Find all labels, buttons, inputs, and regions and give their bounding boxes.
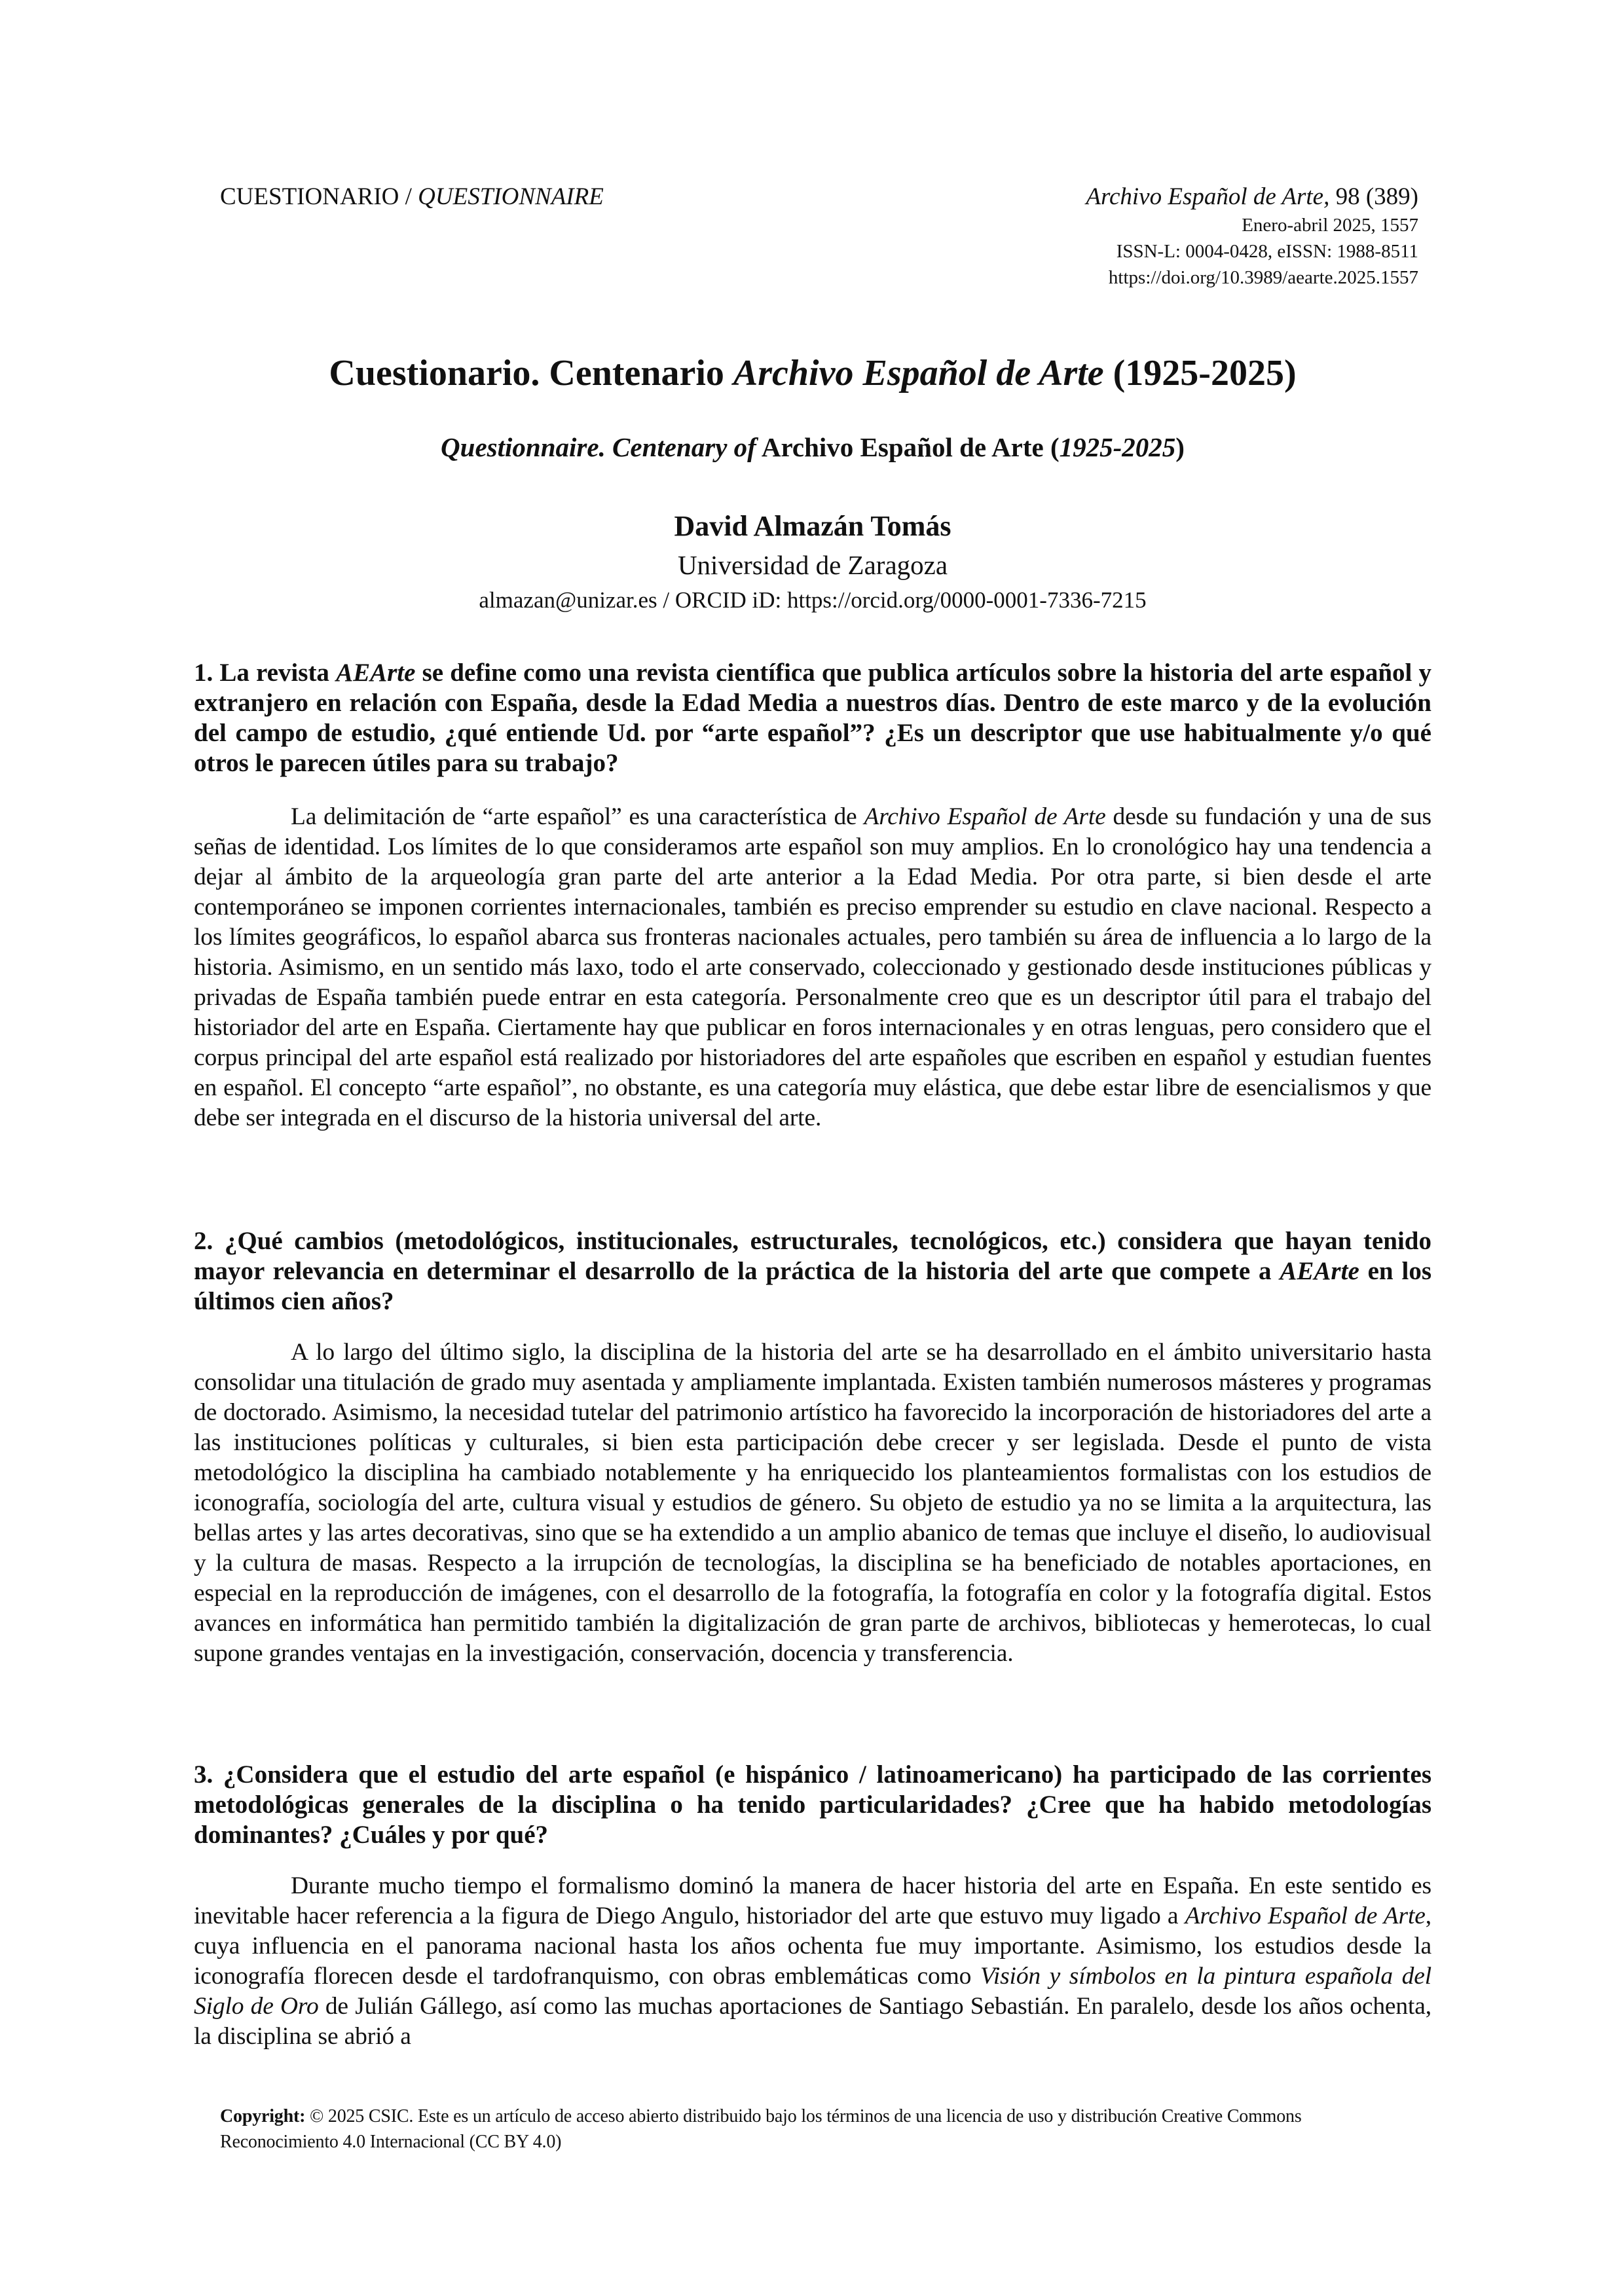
answer-3 (194, 1871, 1431, 2052)
answer-text: A lo largo del último siglo, la disciplina de la historia del arte se ha desarrollado en el ámbito universitario hasta consolidar una titulación de grado muy asentada y ampliamente implantada. Existen también numerosos másteres y programas de doctorado. Asimismo, la necesidad tutelar del patrimonio artístico ha favorecido la incorporación de historiadores del arte a las instituciones políticas y culturales, si bien esta participación debe crecer y ser legislada. Desde el punto de vista metodológico la disciplina ha cambiado notablemente y ha enriquecido los planteamientos formalistas con los estudios de iconografía, sociología del arte, cultura visual y estudios de género. Su objeto de estudio ya no se limita a la arquitectura, las bellas artes y las artes decorativas, sino que se ha extendido a un amplio abanico de temas que incluye el diseño, lo audiovisual y la cultura de masas. Respecto a la irrupción de tecnologías, la disciplina se ha beneficiado de notables aportaciones, en especial en la reproducción de imágenes, con el desarrollo de la fotografía, la fotografía en color y la fotografía digital. Estos avances en informática han permitido también la digitalización de gran parte de archivos, bibliotecas y hemerotecas, lo cual supone grandes ventajas en la investigación, conservación, docencia y transferencia. (194, 1339, 1431, 1667)
author-contact[interactable]: almazan@unizar.es / ORCID iD: https://orcid.org/0000-0001-7336-7215 (479, 587, 1147, 613)
journal-name: Archivo Español de Arte, (1086, 183, 1330, 210)
copyright-label: Copyright: (220, 2106, 306, 2126)
question-journal-abbr: AEArte (336, 659, 416, 687)
journal-issue: Enero-abril 2025, 1557 (1242, 215, 1418, 236)
journal-info (1086, 182, 1418, 291)
question-text: en los últimos cien años? (194, 1257, 1431, 1315)
question-journal-abbr: AEArte (1280, 1257, 1359, 1285)
subtitle-years: 1925-2025 (1059, 432, 1176, 462)
answer-1 (194, 802, 1431, 1133)
answer-text: desde su fundación y una de sus señas de identidad. Los límites de lo que consideramos arte español son muy amplios. En lo cronológico hay una tendencia a dejar al ámbito de la arqueología gran parte del arte anterior a la Edad Media. Por otra parte, si bien desde el arte contemporáneo se imponen corrientes internacionales, también es preciso emprender su estudio en clave nacional. Respecto a los límites geográficos, lo español abarca sus fronteras nacionales actuales, pero también su área de influencia a lo largo de la historia. Asimismo, en un sentido más laxo, todo el arte conservado, coleccionado y gestionado desde instituciones públicas y privadas de España también puede entrar en esta categoría. Personalmente creo que es un descriptor útil para el trabajo del historiador del arte en España. Ciertamente hay que publicar en foros internacionales y en otras lenguas, pero considero que el corpus principal del arte español está realizado por historiadores del arte españoles que escriben en español y estudian fuentes en español. El concepto “arte español”, no obstante, es una categoría muy elástica, que debe estar libre de esencialismos y que debe ser integrada en el discurso de la historia universal del arte. (194, 803, 1431, 1131)
subtitle-suffix: ) (1175, 432, 1185, 462)
question-text: 2. ¿Qué cambios (metodológicos, institucionales, estructurales, tecnológicos, etc.) considera que hayan tenido mayor relevancia en determinar el desarrollo de la práctica de la historia del arte que compete a (194, 1227, 1431, 1285)
answer-journal-name: Archivo Español de Arte (1185, 1903, 1426, 1929)
section-label-en: QUESTIONNAIRE (418, 183, 604, 210)
question-text: se define como una revista científica que publica artículos sobre la historia del arte español y extranjero en relación con España, desde la Edad Media a nuestros días. Dentro de este marco y de la evolución del campo de estudio, ¿qué entiende Ud. por “arte español”? ¿Es un descriptor que use habitualmente y/o qué otros le parecen útiles para su trabajo? (194, 659, 1431, 777)
journal-citation (1086, 182, 1418, 212)
article-subtitle (194, 431, 1431, 464)
journal-issn: ISSN-L: 0004-0428, eISSN: 1988-8511 (1116, 241, 1418, 262)
author-affiliation: Universidad de Zaragoza (677, 550, 948, 580)
doi-link[interactable]: https://doi.org/10.3989/aearte.2025.1557 (1108, 267, 1418, 288)
answer-text: , cuya influencia en el panorama nacional hasta los años ochenta fue muy importante. Asimismo, los estudios desde la iconografía florecen desde el tardofranquismo, con obras emblemáticas como (194, 1903, 1431, 1990)
journal-volume: 98 (389) (1329, 183, 1418, 210)
copyright-notice (220, 2104, 1412, 2155)
title-journal: Archivo Español de Arte (733, 353, 1104, 393)
subtitle-journal: Archivo Español de Arte ( (756, 432, 1060, 462)
question-text: 3. ¿Considera que el estudio del arte español (e hispánico / latinoamericano) ha participado de las corrientes metodológicas generales de la disciplina o ha tenido particularidades? ¿Cree que ha habido metodologías dominantes? ¿Cuáles y por qué? (194, 1760, 1431, 1849)
question-2 (194, 1226, 1431, 1317)
article-title (194, 352, 1431, 394)
subtitle-prefix: Questionnaire. Centenary of (441, 432, 756, 462)
question-1 (194, 658, 1431, 778)
answer-text: Durante mucho tiempo el formalismo dominó la manera de hacer historia del arte en España. En este sentido es inevitable hacer referencia a la figura de Diego Angulo, historiador del arte que estuvo muy ligado a (194, 1872, 1431, 1929)
copyright-text: © 2025 CSIC. Este es un artículo de acceso abierto distribuido bajo los términos de una licencia de uso y distribución Creative Commons Reconocimiento 4.0 Internacional (CC BY 4.0) (220, 2106, 1302, 2152)
section-label (220, 182, 604, 212)
author-name: David Almazán Tomás (674, 510, 951, 542)
answer-journal-name: Archivo Español de Arte (864, 803, 1106, 830)
question-3 (194, 1760, 1431, 1850)
answer-text: de Julián Gállego, así como las muchas aportaciones de Santiago Sebastián. En paralelo, desde los años ochenta, la disciplina se abrió a (194, 1993, 1432, 2050)
title-suffix: (1925-2025) (1103, 353, 1297, 393)
section-label-es: CUESTIONARIO / (220, 183, 418, 210)
title-prefix: Cuestionario. Centenario (329, 353, 733, 393)
answer-book-title: Visión y símbolos en la pintura española del Siglo de Oro (194, 1963, 1431, 2020)
question-text: 1. La revista (194, 659, 337, 687)
answer-2 (194, 1338, 1431, 1669)
answer-text: La delimitación de “arte español” es una característica de (291, 803, 864, 830)
